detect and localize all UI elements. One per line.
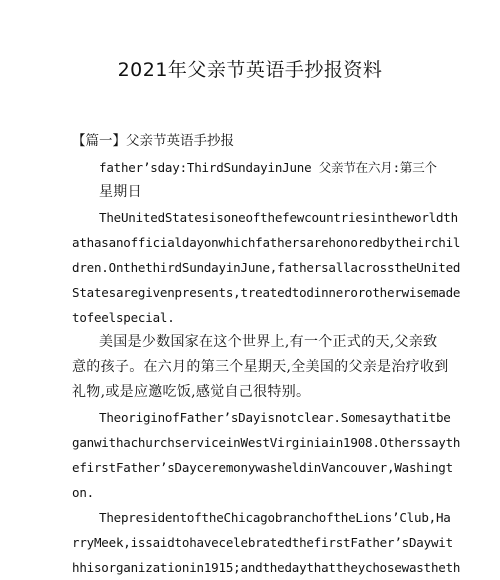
text-line: Statesaregivenpresents,treatedtodinnerorotherwisemade xyxy=(72,285,461,300)
text-line: 美国是少数国家在这个世界上,有一个正式的天,父亲致 xyxy=(99,334,438,350)
text-line: father’sday:ThirdSundayinJune 父亲节在六月:第三个 xyxy=(99,160,437,175)
text-line: ThepresidentoftheChicagobranchoftheLions’Club,Ha xyxy=(99,510,451,525)
paragraph-lines xyxy=(72,155,461,580)
text-line: athasanofficialdayonwhichfathersarehonoredbytheirchil xyxy=(72,235,461,250)
section-heading: 【篇一】父亲节英语手抄报 xyxy=(72,133,234,149)
text-line: ganwithachurchserviceinWestVirginiain1908.Otherssayth xyxy=(72,435,461,450)
text-line: TheUnitedStatesisoneofthefewcountriesintheworldth xyxy=(99,210,458,225)
document-title: 2021年父亲节英语手抄报资料 xyxy=(117,59,383,81)
document-body xyxy=(72,131,461,580)
text-line: on. xyxy=(72,485,94,500)
text-line: 星期日 xyxy=(99,184,142,200)
text-line: tofeelspecial. xyxy=(72,310,175,325)
text-line: 意的孩子。在六月的第三个星期天,全美国的父亲是治疗收到 xyxy=(72,359,449,375)
text-line: TheoriginofFather’sDayisnotclear.Somesaythatitbe xyxy=(99,410,451,425)
text-line: 礼物,或是应邀吃饭,感觉自己很特别。 xyxy=(72,384,311,400)
text-line: hhisorganizationin1915;andthedaythattheychosewastheth xyxy=(72,560,461,575)
text-line: dren.OnthethirdSundayinJune,fathersallacrosstheUnited xyxy=(72,260,461,275)
text-line: efirstFather’sDayceremonywasheldinVancouver,Washingt xyxy=(72,460,453,475)
text-line: rryMeek,issaidtohavecelebratedthefirstFather’sDaywit xyxy=(72,535,453,550)
